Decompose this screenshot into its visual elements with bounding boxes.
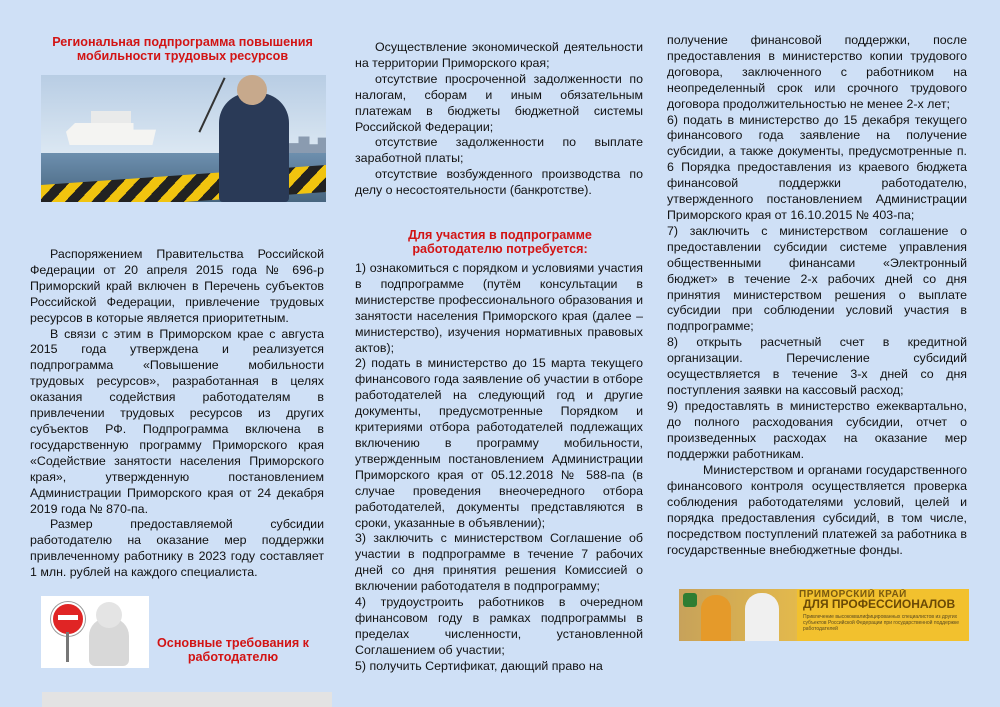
- requirement-item: отсутствие возбужденного производства по делу о несостоятельности (банкротстве).: [355, 167, 643, 198]
- intro-text: [30, 247, 324, 581]
- step-item: 7) заключить с министерством соглашение о предоставлении субсидии системе управления общественными финансами «Электронный бюджет» в течение 2-х рабочих дней со дня принятия министерством решения о выплате субсидии при соблюдении условий участия в подпрограмме;: [667, 223, 967, 334]
- steps-continued: [667, 33, 967, 462]
- step-item: 2) подать в министерство до 15 марта текущего финансового года заявление об участии в отборе работодателей на следующий год и другие документы, предусмотренные Порядком и критериями отбора работодателей подлежащих включению в программу мобильности, утвержденным постановлением Администрации Приморского края от 05.12.2018 № 588-па (в случае проведения внеочередного отбора работодателей, документы представляются в сроки, указанные в объявлении);: [355, 356, 643, 530]
- step-continuation: получение финансовой поддержки, после предоставления в министерство копии трудового договора, заключенного с работником на неопределенный срок или срочного трудового договора продолжительностью не менее 2-х лет;: [667, 33, 967, 111]
- subprogram-heading: Региональная подпрограмма повышения мобильности трудовых ресурсов: [52, 35, 313, 63]
- step-item: 9) предоставлять в министерство ежеквартально, до полного расходования субсидии, отчет о произведенных расходах на оказание мер поддержки работникам.: [667, 398, 967, 461]
- step-item: 1) ознакомиться с порядком и условиями участия в подпрограмме (путём консультации в министерстве профессионального образования и занятости населения Приморского края (далее – министерство), изучения нормативных правовых актов);: [355, 261, 643, 355]
- stop-illustration: [41, 596, 149, 668]
- bottom-strip: [42, 692, 332, 707]
- step-item: 8) открыть расчетный счет в кредитной организации. Перечисление субсидий осуществляется в течение 3-х дней со дня поступления заявки на кассовый расход;: [667, 335, 967, 397]
- step-item: 5) получить Сертификат, дающий право на: [355, 658, 603, 673]
- requirement-item: отсутствие просроченной задолженности по налогам, сборам и иным обязательным платежам в бюджеты бюджетной системы Российской Федерации;: [355, 71, 643, 134]
- participation-heading: Для участия в подпрограмме работодателю потребуется:: [408, 228, 592, 256]
- intro-paragraph-2: В связи с этим в Приморском крае с августа 2015 года утверждена и реализуется подпрограмма «Повышение мобильности трудовых ресурсов», разработанная в целях оказания содействия работодателям в привлечении трудовых ресурсов из других субъектов РФ. Подпрограмма включена в государственную программу Приморского края «Содействие занятости населения Приморского края», утвержденную постановлением Администрации Приморского края от 24 декабря 2019 года № 870-па.: [30, 326, 324, 516]
- requirements-list: [355, 40, 643, 199]
- intro-paragraph-3: Размер предоставляемой субсидии работодателю на оказание мер поддержки привлеченному работнику в 2023 году составляет 1 млн. рублей на каждого специалиста.: [30, 517, 324, 580]
- step-item: 3) заключить с министерством Соглашение об участии в подпрограмме в течение 7 рабочих дней со дня принятия решения Комиссией о включении работодателя в подпрограмму;: [355, 531, 643, 594]
- banner-top-text: ПРИМОРСКИЙ КРАЙ: [799, 589, 907, 600]
- requirement-item: Осуществление экономической деятельности на территории Приморского края;: [355, 40, 643, 70]
- port-photo: [41, 75, 326, 202]
- banner-title: ДЛЯ ПРОФЕССИОНАЛОВ: [803, 597, 956, 611]
- banner-subtitle: Привлечение высококвалифицированных специалистов из других субъектов Российской Федерации при государственной поддержке работодателей: [803, 614, 960, 632]
- professionals-banner: [679, 589, 969, 641]
- step-item: 4) трудоустроить работников в очередном финансовом году в рамках подпрограммы в пределах численности, установленной Соглашением об участии;: [355, 595, 643, 657]
- participation-steps: [355, 261, 643, 675]
- requirement-item: отсутствие задолженности по выплате заработной платы;: [355, 135, 643, 166]
- control-paragraph: Министерством и органами государственного финансового контроля осуществляется проверка соблюдения работодателями условий, целей и порядка предоставления субсидий, в том числе, посредством поступлений платежей за работника в государственные внебюджетные фонды.: [667, 463, 967, 557]
- requirements-heading: Основные требования к работодателю: [157, 636, 309, 664]
- intro-paragraph-1: Распоряжением Правительства Российской Федерации от 20 апреля 2015 года № 696-р Приморский край включен в Перечень субъектов Российской Федерации, привлечение трудовых ресурсов в которые является приоритетным.: [30, 247, 324, 325]
- step-item: 6) подать в министерство до 15 декабря текущего финансового года заявление на получение субсидии, а также документы, предусмотренные п. 6 Порядка предоставления из краевого бюджета финансовой поддержки работодателю, утвержденного постановлением Администрации Приморского края от 16.10.2015 № 403-па;: [667, 112, 967, 222]
- primorye-crest-icon: [683, 593, 697, 607]
- control-note: [667, 463, 967, 558]
